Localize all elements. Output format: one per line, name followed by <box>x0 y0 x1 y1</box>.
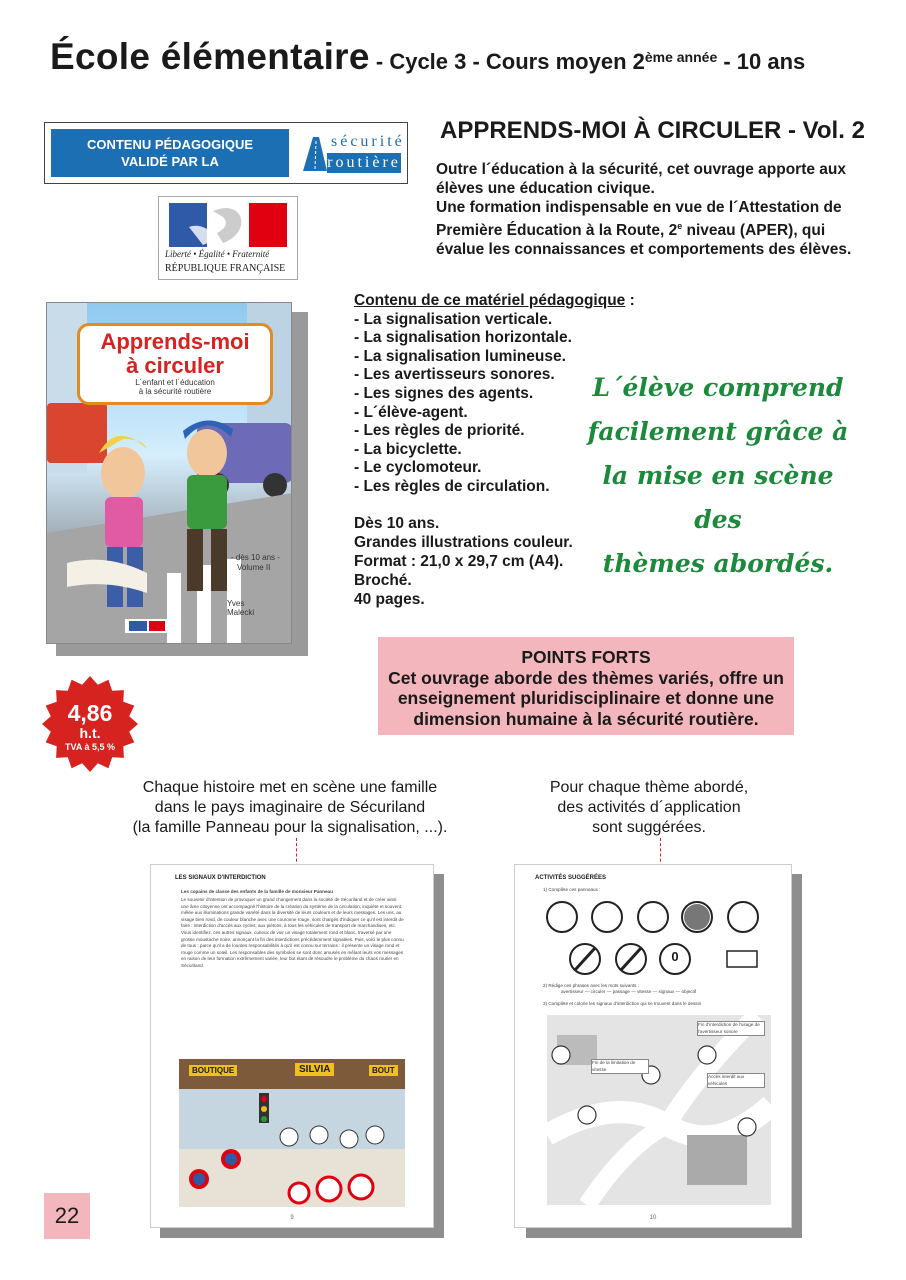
list-item: - La signalisation verticale. <box>354 310 553 328</box>
price-ht: h.t. <box>79 725 101 741</box>
quote-line: thèmes abordés. <box>602 549 834 578</box>
quote-line: facilement grâce à <box>587 417 849 446</box>
republique-francaise-logo <box>158 196 298 280</box>
cover-author <box>227 599 254 617</box>
caption-line: sont suggérées. <box>592 819 706 836</box>
shop-sign-2: BOUT <box>369 1065 398 1076</box>
cover-subtitle-2: à la sécurité routière <box>138 387 212 396</box>
contents-heading <box>354 292 635 311</box>
spec-pages: 40 pages. <box>354 591 425 608</box>
sign-zero-label: 0 <box>671 949 679 964</box>
logo-text-bottom: routière <box>327 154 401 171</box>
sample-page-subtitle: Les copains de classe des enfants de la famille de monsieur Panneau <box>181 889 333 894</box>
road-icon <box>301 135 327 171</box>
spec-binding: Broché. <box>354 572 412 589</box>
product-specs <box>354 514 573 609</box>
header-level-a: - Cycle 3 - Cours moyen 2 <box>369 49 645 74</box>
spec-illustrations: Grandes illustrations couleur. <box>354 534 573 551</box>
quote-line: la mise en scène des <box>602 461 834 534</box>
caption-right <box>522 778 776 838</box>
republic-name: RÉPUBLIQUE FRANÇAISE <box>165 263 286 274</box>
intro-paragraph-1: Outre l´éducation à la sécurité, cet ouvrage apporte aux élèves une éducation civique. <box>436 161 847 197</box>
caption-line: Pour chaque thème abordé, <box>549 779 749 796</box>
signs-crowd-icon <box>179 1089 405 1207</box>
list-item: - Les règles de circulation. <box>354 477 550 495</box>
quote-line: L´élève comprend <box>592 373 844 402</box>
shop-name: SILVIA <box>295 1063 334 1076</box>
map-label-1: Fin d'interdiction de l'usage de l'avertisseur sonore <box>697 1021 765 1036</box>
marianne-icon <box>169 203 287 247</box>
shop-sign: BOUTIQUE <box>189 1065 237 1076</box>
cover-title <box>77 323 273 405</box>
caption-line: (la famille Panneau pour la signalisation, ...). <box>132 819 448 836</box>
price-badge <box>42 676 138 772</box>
list-item: - La bicyclette. <box>354 440 462 458</box>
spec-age: Dès 10 ans. <box>354 515 440 532</box>
key-points-body: Cet ouvrage aborde des thèmes variés, offre un enseignement pluridisciplinaire et donne une dimension humaine à la sécurité routière. <box>388 667 784 729</box>
blank-signs-icon <box>545 899 777 979</box>
cover-author-first: Yves <box>227 599 245 608</box>
validation-line-1: CONTENU PÉDAGOGIQUE <box>86 137 254 152</box>
intro-text-a: Une formation indispensable en vue de l´Attestation de Première Éducation à la Route, 2 <box>436 199 842 240</box>
price-value: 4,86 <box>67 700 113 726</box>
product-intro <box>436 160 866 259</box>
sample-page-title: LES SIGNAUX D'INTERDICTION <box>175 875 266 881</box>
sample-page-number: 9 <box>290 1215 294 1221</box>
intro-paragraph-2 <box>436 198 866 259</box>
spec-format: Format : 21,0 x 29,7 cm (A4). <box>354 553 564 570</box>
cover-title-2: à circuler <box>126 353 224 378</box>
map-label-2: Fin de la limitation de vitesse <box>591 1059 649 1074</box>
list-item: - L´élève-agent. <box>354 403 468 421</box>
intro-superscript: e <box>677 221 683 231</box>
list-item: - Les avertisseurs sonores. <box>354 366 555 384</box>
republic-motto: Liberté • Égalité • Fraternité <box>165 249 270 259</box>
cover-title-1: Apprends-moi <box>100 329 250 354</box>
activity-question-2: 2) Rédige ces phrases avec les mots suivants : <box>543 983 640 988</box>
intro-text-b: niveau (APER), qui évalue les connaissances et comportements des élèves. <box>436 222 852 259</box>
validation-label <box>51 129 289 177</box>
cover-subtitle-1: L´enfant et l´éducation <box>135 378 215 387</box>
sample-page-activities <box>514 864 792 1228</box>
page-header <box>50 36 805 78</box>
list-item: - Le cyclomoteur. <box>354 459 482 477</box>
sample-page-body: Le souvenir d'intention de provoquer un grand changement dans la société de Sécuriland et de créer ainsi une âme citoyenne ont accompagné l'histoire de la création du système de la circulation, inquiète et souvent, mêlée aux illuminations grande variété dans la diversité de leurs couleurs et de leurs messages. Les uns, au visage bien rond, de couleur blanche avec une couronne rouge, sont chargés d'indiquer ce qu'il est interdit de faire : interdiction d'accès aux cycles, aux piétons, à tous les véhicules de transport de marchandises, etc. Vous identifiez, ces autres signaux, curieux de voir un visage totalement rond et blanc, traversé par une grosse moustache noire, annonçant la fin des interdictions précédemment signalées. Puis, voici le plus connu de tous : parce qu'il a de lourdes responsabilités à qu'il est connu sur terrains : il présente un visage rond et rouge comme un soleil. Les responsables des symboles se sont donc amusés en mêlant leurs vos messages en raison de leur formation extrêmement variée, leur but étant de résoudre le problème du chaos routier en Sécuriland. <box>181 897 404 968</box>
header-superscript: ème année <box>644 49 718 65</box>
key-points-box <box>378 637 794 735</box>
caption-line: des activités d´application <box>557 799 741 816</box>
securite-routiere-logo <box>299 129 403 177</box>
list-item: - La signalisation horizontale. <box>354 329 572 347</box>
list-item: - Les signes des agents. <box>354 384 534 402</box>
activity-question-1: 1) Complète ces panneaux : <box>543 887 601 892</box>
activity-question-3: 3) Complète et colorie les signaux d'interdiction qui se trouvent dans le dessin <box>543 1001 702 1006</box>
contents-title-suffix: : <box>625 292 635 309</box>
story-illustration <box>179 1059 405 1207</box>
price-tva: TVA à 5,5 % <box>64 742 116 752</box>
city-map-icon <box>547 1015 771 1205</box>
sample-page-story <box>150 864 434 1228</box>
activity-word-list: avertisseur — circuler — passage — vitesse — signaux — objectif <box>561 989 697 994</box>
validation-line-2: VALIDÉ PAR LA <box>121 154 219 169</box>
highlight-quote <box>578 366 858 586</box>
contents-title: Contenu de ce matériel pédagogique <box>354 292 626 309</box>
book-cover-image <box>46 302 292 644</box>
cover-volume: Volume II <box>237 563 271 572</box>
validation-badge <box>44 122 408 184</box>
caption-line: Chaque histoire met en scène une famille <box>142 779 438 796</box>
header-title: École élémentaire <box>50 36 370 77</box>
header-level-b: - 10 ans <box>717 49 806 74</box>
cover-age: - dès 10 ans - <box>231 553 280 562</box>
caption-left <box>118 778 462 838</box>
city-map-illustration <box>547 1015 771 1205</box>
list-item: - La signalisation lumineuse. <box>354 347 566 365</box>
map-label-3: Accès interdit aux véhicules <box>707 1073 765 1088</box>
cover-author-last: Malecki <box>227 608 255 617</box>
page-number: 22 <box>44 1193 90 1239</box>
list-item: - Les règles de priorité. <box>354 422 525 440</box>
product-title: APPRENDS-MOI À CIRCULER - Vol. 2 <box>440 117 865 144</box>
logo-text-top: sécurité <box>331 133 405 150</box>
activities-title: ACTIVITÉS SUGGÉRÉES <box>535 875 607 881</box>
key-points-title: POINTS FORTS <box>521 647 651 667</box>
caption-line: dans le pays imaginaire de Sécuriland <box>154 799 426 816</box>
activities-page-number: 10 <box>649 1215 657 1221</box>
